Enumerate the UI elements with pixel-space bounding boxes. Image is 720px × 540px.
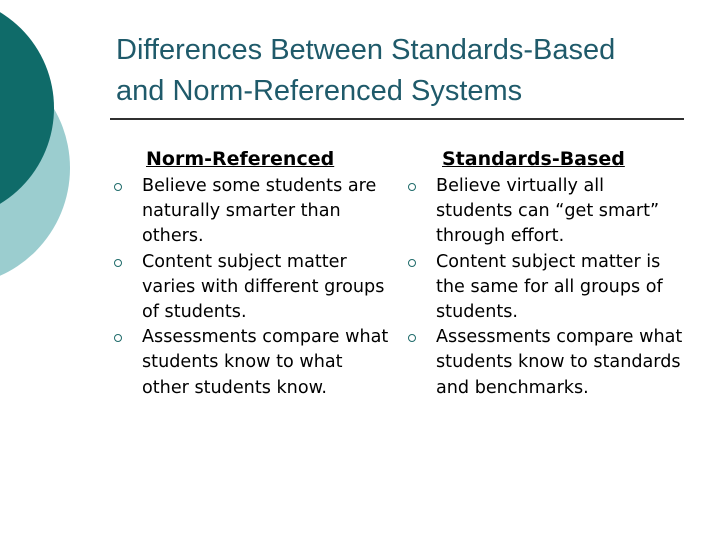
list-item-text: Content subject matter varies with different groups of students.: [142, 251, 385, 323]
list-item-text: Assessments compare what students know to standards and benchmarks.: [436, 327, 683, 398]
list-item-text: Believe some students are naturally smarter than others.: [142, 176, 377, 247]
standards-based-heading: Standards-Based: [442, 148, 625, 170]
slide-title-line-1: Differences Between Standards-Based: [116, 34, 616, 66]
ring-bullet-icon: [408, 259, 416, 267]
list-item-text: Assessments compare what students know to what other students know.: [142, 327, 389, 398]
list-item-text: Believe virtually all students can “get smart” through effort.: [436, 176, 660, 247]
standards-based-list: [410, 174, 686, 401]
list-item: [410, 325, 686, 401]
title-divider: [110, 118, 684, 120]
ring-bullet-icon: [114, 183, 122, 191]
list-item-text: Content subject matter is the same for all groups of students.: [436, 251, 663, 323]
slide-title: [116, 30, 696, 112]
standards-based-column: [410, 147, 686, 401]
ring-bullet-icon: [408, 183, 416, 191]
list-item: [116, 250, 392, 326]
list-item: [116, 174, 392, 250]
ring-bullet-icon: [114, 259, 122, 267]
norm-referenced-column: [116, 147, 392, 401]
list-item: [410, 250, 686, 326]
ring-bullet-icon: [408, 334, 416, 342]
list-item: [410, 174, 686, 250]
norm-referenced-list: [116, 174, 392, 401]
ring-bullet-icon: [114, 334, 122, 342]
norm-referenced-heading: Norm-Referenced: [146, 148, 335, 170]
slide-title-line-2: and Norm-Referenced Systems: [116, 75, 523, 107]
list-item: [116, 325, 392, 401]
